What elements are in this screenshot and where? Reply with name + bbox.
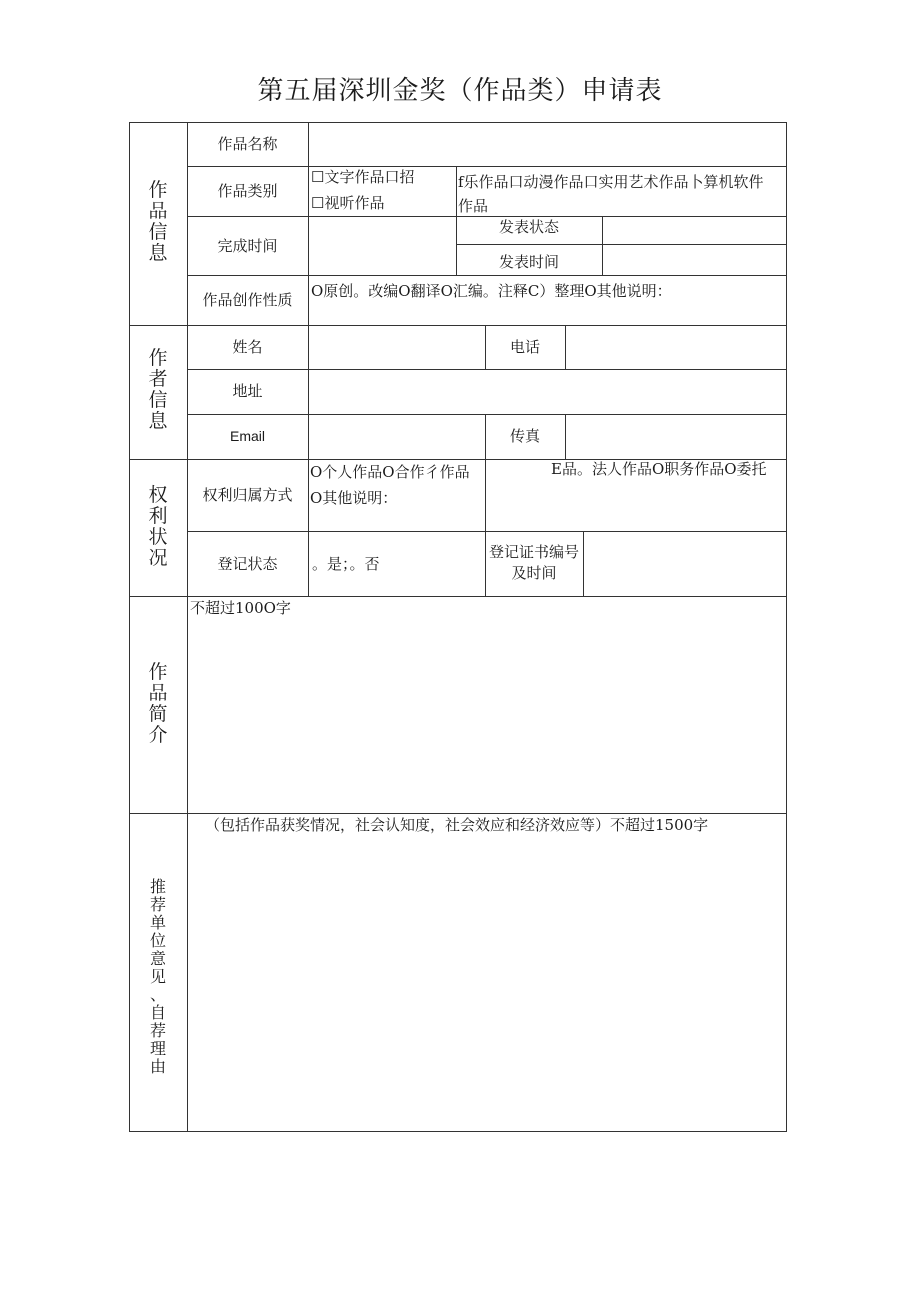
label-publish-time: 发表时间 [498, 253, 559, 271]
section-separator [129, 813, 787, 814]
email-field[interactable] [309, 415, 485, 459]
label-completion-time: 完成时间 [217, 237, 278, 255]
fax-field[interactable] [566, 415, 786, 459]
creation-nature-options[interactable]: O原创。改编O翻译O汇编。注释C）整理O其他说明： [311, 282, 672, 300]
label-fax: 传真 [509, 427, 540, 445]
row-line [187, 275, 787, 276]
name-field[interactable] [309, 326, 485, 369]
recommend-limit-note: （包括作品获奖情况，社会认知度，社会效应和经济效应等）不超过1500字 [205, 816, 709, 834]
phone-field[interactable] [566, 326, 786, 369]
label-work-name: 作品名称 [217, 135, 278, 153]
label-cert-no: 登记证书编号及时间 [488, 543, 579, 582]
section-author-info: 作 者 信 息 [148, 347, 168, 432]
section-separator [129, 596, 787, 597]
category-option-av[interactable]: ☐视听作品 [311, 194, 385, 212]
intro-limit-note: 不超过100O字 [190, 599, 291, 617]
section-work-info: 作 品 信 息 [148, 179, 168, 264]
section-recommendation: 推 荐 单 位 意 见 、 自 荐 理 由 [149, 877, 166, 1076]
row-line [187, 166, 787, 167]
label-phone: 电话 [509, 338, 540, 356]
page-title: 第五届深圳金奖（作品类）申请表 [257, 76, 663, 106]
label-creation-nature: 作品创作性质 [202, 291, 293, 309]
label-address: 地址 [232, 382, 263, 400]
publish-status-field[interactable] [603, 217, 786, 244]
ownership-other[interactable]: O其他说明： [310, 489, 398, 507]
application-form [129, 122, 787, 1132]
cert-no-field[interactable] [584, 532, 786, 596]
category-option-other-cont: 作品 [458, 197, 489, 215]
label-divider [308, 459, 309, 596]
label-ownership: 权利归属方式 [202, 486, 293, 504]
completion-time-field[interactable] [309, 217, 456, 275]
label-publish-status: 发表状态 [498, 218, 559, 236]
border-right [786, 122, 787, 1132]
border-left [129, 122, 130, 1132]
registration-options[interactable]: 。是；。否 [312, 555, 380, 573]
label-email: Email [229, 428, 265, 444]
work-name-field[interactable] [309, 123, 786, 166]
category-option-other[interactable]: f乐作品口动漫作品口实用艺术作品卜算机软件 [458, 173, 764, 191]
section-rights-status: 权 利 状 况 [148, 484, 168, 569]
publish-time-field[interactable] [603, 245, 786, 275]
label-registration: 登记状态 [217, 555, 278, 573]
address-field[interactable] [309, 370, 786, 414]
label-name: 姓名 [232, 338, 263, 356]
recommendation-textarea[interactable] [188, 838, 786, 1130]
ownership-options-cont[interactable]: E品。法人作品O职务作品O委托 [551, 460, 767, 478]
category-option-text[interactable]: ☐文字作品口招 [311, 168, 415, 186]
label-work-category: 作品类别 [217, 182, 278, 200]
section-work-intro: 作 品 简 介 [148, 661, 168, 746]
border-bottom [129, 1131, 787, 1132]
ownership-options[interactable]: O个人作品O合作彳作品 [310, 463, 470, 481]
work-intro-textarea[interactable] [188, 620, 786, 812]
